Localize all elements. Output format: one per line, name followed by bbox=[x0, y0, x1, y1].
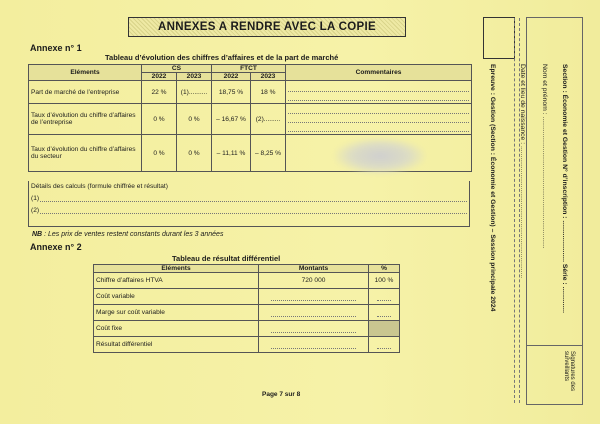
comment-cell[interactable] bbox=[286, 104, 472, 135]
signatures-label: Signatures des surveillants bbox=[563, 351, 575, 392]
cell-value: 0 % bbox=[142, 135, 177, 172]
header-cs: CS bbox=[142, 65, 212, 73]
cell-pct[interactable] bbox=[369, 289, 400, 305]
cell-value: (2)......... bbox=[251, 104, 286, 135]
side-box-top bbox=[483, 17, 515, 59]
section-inscription: Section : Économie et Gestion N° d’inscription : ...................... Série : .............. bbox=[561, 64, 568, 313]
blurred-handwriting bbox=[335, 138, 425, 174]
table-row bbox=[94, 273, 400, 289]
header-cs-2022: 2022 bbox=[142, 73, 177, 81]
details-title: Détails des calculs (formule chiffrée et résultat) bbox=[31, 183, 168, 190]
cell-pct-disabled bbox=[369, 321, 400, 337]
nom-prenom: Nom et prénom : ...................................................................... bbox=[541, 64, 548, 249]
annexe1-title: Annexe n° 1 bbox=[30, 43, 82, 53]
nb-note: NB : Les prix de ventes restent constants durant les 3 années bbox=[32, 231, 224, 238]
cell-montant[interactable] bbox=[259, 337, 369, 353]
header-montants: Montants bbox=[259, 265, 369, 273]
cell-montant[interactable] bbox=[259, 305, 369, 321]
table-row bbox=[94, 337, 400, 353]
row-label: Marge sur coût variable bbox=[94, 305, 259, 321]
cell-value: 0 % bbox=[177, 104, 212, 135]
header-elements: Eléments bbox=[94, 265, 259, 273]
header-ftct-2023: 2023 bbox=[251, 73, 286, 81]
row-label: Résultat différentiel bbox=[94, 337, 259, 353]
table-row bbox=[94, 289, 400, 305]
epreuve-text: Epreuve : Gestion (Section : Économie et Gestion) – Session principale 2024 bbox=[489, 64, 496, 312]
date-naissance: Date et lieu de naissance : ...................................................................... bbox=[519, 64, 526, 279]
page-number: Page 7 sur 8 bbox=[262, 391, 301, 398]
cell-pct[interactable] bbox=[369, 337, 400, 353]
cell-value: 18 % bbox=[251, 81, 286, 104]
details-line-2[interactable]: (2) bbox=[31, 207, 467, 214]
table-row bbox=[94, 321, 400, 337]
annexes-banner: ANNEXES A RENDRE AVEC LA COPIE bbox=[128, 17, 406, 37]
annexe2-title: Annexe n° 2 bbox=[30, 242, 82, 252]
comment-cell[interactable] bbox=[286, 81, 472, 104]
header-ftct: FTCT bbox=[212, 65, 286, 73]
row-label: Coût fixe bbox=[94, 321, 259, 337]
cell-value: 18,75 % bbox=[212, 81, 251, 104]
cell-montant: 720 000 bbox=[259, 273, 369, 289]
table-row bbox=[29, 104, 472, 135]
table-row bbox=[29, 81, 472, 104]
header-pct: % bbox=[369, 265, 400, 273]
cell-value: 0 % bbox=[142, 104, 177, 135]
result-table bbox=[93, 264, 400, 353]
header-ftct-2022: 2022 bbox=[212, 73, 251, 81]
header-cs-2023: 2023 bbox=[177, 73, 212, 81]
cell-value: 22 % bbox=[142, 81, 177, 104]
row-label: Coût variable bbox=[94, 289, 259, 305]
row-label: Taux d’évolution du chiffre d’affaires du secteur bbox=[29, 135, 142, 172]
calculation-details bbox=[28, 181, 470, 227]
cell-value: – 8,25 % bbox=[251, 135, 286, 172]
cell-pct[interactable] bbox=[369, 305, 400, 321]
annexe1-caption: Tableau d’évolution des chiffres d’affaires et de la part de marché bbox=[105, 53, 339, 62]
row-label: Taux d’évolution du chiffre d’affaires de l’entreprise bbox=[29, 104, 142, 135]
cut-line bbox=[514, 18, 515, 403]
row-label: Part de marché de l’entreprise bbox=[29, 81, 142, 104]
header-commentaires: Commentaires bbox=[286, 65, 472, 81]
row-label: Chiffre d’affaires HTVA bbox=[94, 273, 259, 289]
cell-pct: 100 % bbox=[369, 273, 400, 289]
cell-montant[interactable] bbox=[259, 321, 369, 337]
cell-value: – 11,11 % bbox=[212, 135, 251, 172]
header-elements: Eléments bbox=[29, 65, 142, 81]
cell-value: – 16,67 % bbox=[212, 104, 251, 135]
cell-value: 0 % bbox=[177, 135, 212, 172]
cell-montant[interactable] bbox=[259, 289, 369, 305]
details-line-1[interactable]: (1) bbox=[31, 195, 467, 202]
annexe2-caption: Tableau de résultat différentiel bbox=[172, 254, 281, 263]
table-row bbox=[94, 305, 400, 321]
cell-value: (1).......... bbox=[177, 81, 212, 104]
